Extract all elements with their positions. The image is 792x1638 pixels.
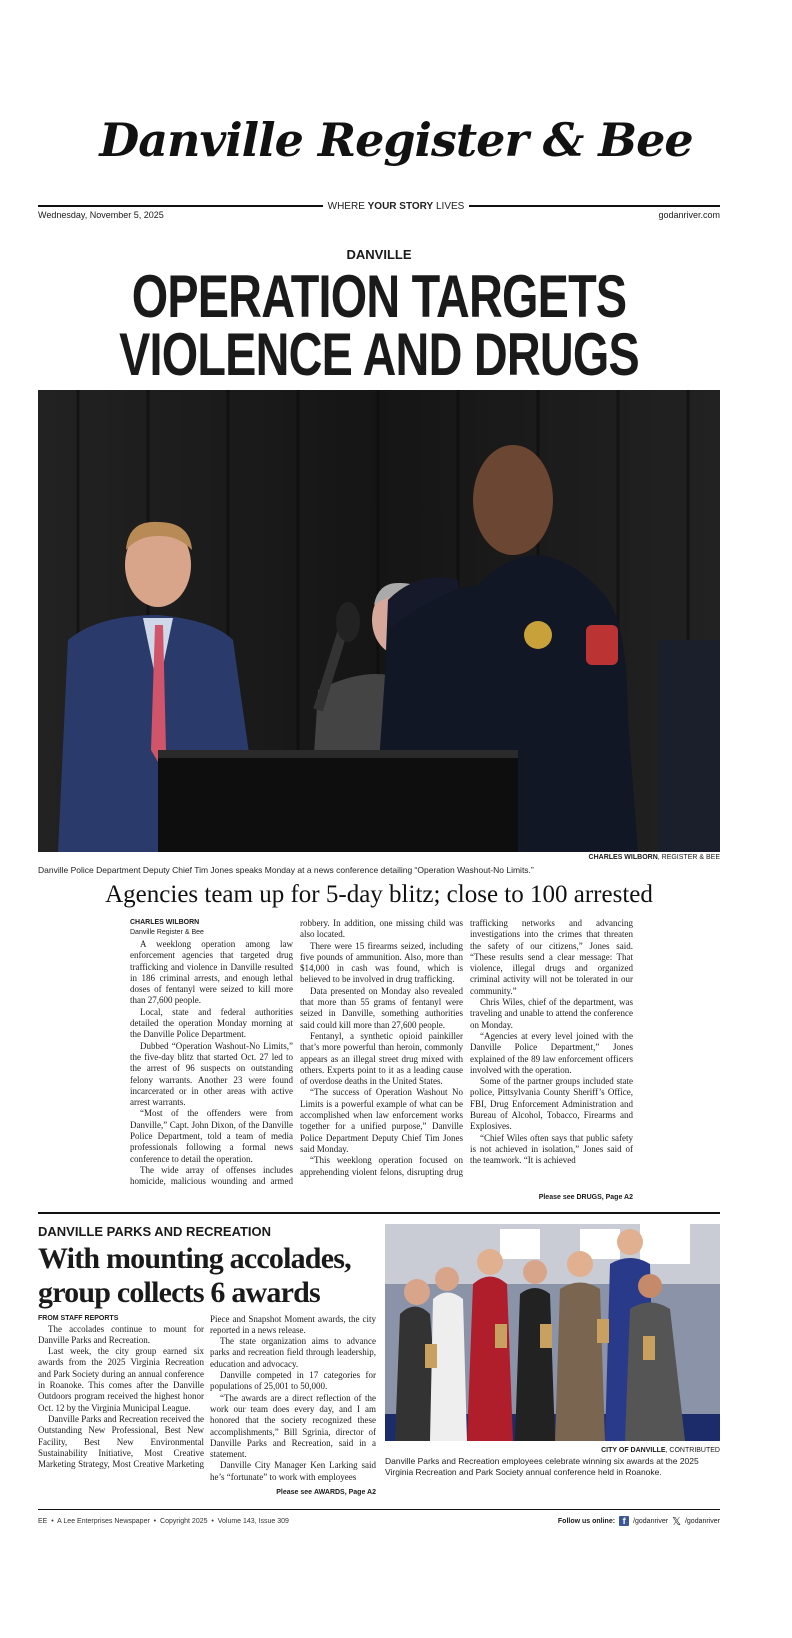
footer-rule — [38, 1509, 720, 1510]
jump-target: AWARDS — [314, 1488, 345, 1496]
lead-photo-caption: Danville Police Department Deputy Chief Tim Jones speaks Monday at a news conference detailing “Operation Washout-No Limits.” — [38, 865, 534, 875]
follow-label: Follow us online: — [557, 1517, 616, 1525]
credit-name: CITY OF DANVILLE — [601, 1446, 666, 1454]
footer — [38, 1515, 720, 1528]
byline-org: Danville Register & Bee — [130, 929, 204, 936]
lead-jump-link[interactable] — [38, 1192, 633, 1204]
second-story-text — [38, 1224, 376, 1499]
awards-photo-caption: Danville Parks and Recreation employees celebrate winning six awards at the 2025 Virginia Recreation and Park Society annual conference held in Roanoke. — [385, 1455, 699, 1477]
lead-paragraphs — [130, 918, 633, 1188]
tagline-post: LIVES — [433, 201, 465, 212]
x-handle[interactable]: /godanriver — [684, 1517, 720, 1525]
tagline-bold: YOUR STORY — [367, 201, 434, 212]
paragraph: Last week, the city group earned six awards from the 2025 Virginia Recreation and Park Society during an annual conference in Roanoke. This comes after the Danville Outdoors program received the highest honor Oct. 12 by the Virginia Municipal League. — [38, 1346, 204, 1413]
second-story-photo-block — [385, 1224, 720, 1478]
credit-org: , REGISTER & BEE — [657, 854, 720, 861]
jump-page: , Page A2 — [344, 1488, 376, 1496]
byline: CHARLES WILBORN — [130, 919, 200, 926]
paragraph: “Most of the offenders were from Danville,” Capt. John Dixon, of the Danville Police Department, told a team of media professionals following a formal news conference to detail the operation. — [130, 1108, 293, 1164]
lead-photo — [38, 390, 720, 852]
paragraph: “Agencies at every level joined with the Danville Police Department,” Jones explained of the 89 law enforcement officers involved with the operation. — [470, 1030, 633, 1075]
paragraph: “This weeklong operation focused on apprehending violent felons, disrupting drug trafficking networks and advancing investigations into the crimes that threaten the safety of our citizens,” Jones said. “These results send a clear message: That violence, illegal drugs and organized criminal activity will not be tolerated in our community.” — [300, 918, 633, 1177]
lead-subheadline: Agencies team up for 5-day blitz; close to 100 arrested — [105, 881, 653, 908]
paragraph: A weeklong operation among law enforcement agencies that targeted drug trafficking and violence in Danville resulted in 186 criminal arrests, and enough lethal doses of fentanyl were seized to kill more than 27,600 people. — [130, 939, 293, 1006]
lower-page — [38, 880, 720, 1528]
awards-photo-credit — [385, 1446, 720, 1456]
second-story — [38, 1224, 720, 1499]
lead-kicker: DANVILLE — [346, 247, 412, 262]
credit-name: CHARLES WILBORN — [588, 854, 658, 861]
paragraph: Fentanyl, a synthetic opioid painkiller that’s more powerful than heroin, commonly appears as an illegal street drug mixed with others. Experts point to it as a leading cause of overdose deaths in the United States. — [300, 1030, 463, 1087]
headline-line-2: VIOLENCE AND DRUGS — [119, 321, 639, 388]
headline-line-1: OPERATION TARGETS — [131, 263, 627, 330]
tagline-pre: WHERE — [327, 201, 368, 212]
masthead-title: Danville Register & Bee — [99, 113, 693, 167]
awards-photo — [385, 1224, 720, 1441]
website-link[interactable]: godanriver.com — [658, 210, 720, 220]
paragraph: “The success of Operation Washout No Limits is a powerful example of what can be accomplished when law enforcement works together for a unified purpose,” Danville Police Department Deputy Chief Tim Jones said Monday. — [300, 1087, 463, 1154]
paragraph: Dubbed “Operation Washout-No Limits,” the five-day blitz that started Oct. 27 led to the arrest of 96 suspects on outstanding felony warrants. Another 23 were found incarcerated or in other areas with active arrest warrants. — [130, 1040, 293, 1108]
lead-headline — [0, 263, 758, 388]
issue-date: Wednesday, November 5, 2025 — [38, 210, 164, 220]
paragraph: “The awards are a direct reflection of the work our team does every day, and I am honored that the society recognized these accomplishments,” Bill Sgrinia, director of Danville Parks and Recreation, said in a statement. — [210, 1392, 376, 1460]
paragraph: Danville competed in 17 categories for populations of 25,001 to 50,000. — [210, 1370, 376, 1392]
paragraph: The wide array of offenses includes homicide, malicious wounding and armed robbery. In addition, one missing child was also located. — [130, 918, 463, 1187]
jump-pre: Please see — [276, 1488, 314, 1496]
social-links — [558, 1515, 720, 1528]
paragraph: Danville City Manager Ken Larking said he’s “fortunate” to work with employees — [210, 1460, 376, 1482]
facebook-icon[interactable]: f — [619, 1516, 629, 1526]
second-byline: FROM STAFF REPORTS — [38, 1314, 119, 1322]
section-divider — [38, 1212, 720, 1214]
x-icon[interactable]: 𝕏 — [672, 1515, 681, 1528]
second-jump-link[interactable] — [38, 1487, 376, 1499]
facebook-handle[interactable]: /godanriver — [633, 1517, 669, 1525]
paragraph: There were 15 firearms seized, including five pounds of ammunition. Also, more than $14,000 in cash was found, which is believed to be involved in drug trafficking. — [300, 940, 463, 985]
jump-pre: Please see — [538, 1193, 577, 1201]
credit-org: , CONTRIBUTED — [665, 1446, 720, 1454]
paragraph: Danville Parks and Recreation received the Outstanding New Professional, Best New Facility, Best New Environmental Sustainability Initiative, Most Creative Marketing Strategy, Most Creative Marketing Piece and Snapshot Moment awards, the city reported in a news release. — [38, 1313, 376, 1470]
footer-info: EE • A Lee Enterprises Newspaper • Copyright 2025 • Volume 143, Issue 309 — [38, 1517, 289, 1525]
lead-article-body — [130, 918, 633, 1188]
second-article-body — [38, 1314, 376, 1483]
second-paragraphs — [38, 1314, 376, 1483]
paragraph: “Chief Wiles often says that public safety is not achieved in isolation,” Jones said of the teamwork. “It is achieved — [470, 1132, 633, 1166]
jump-target: DRUGS — [576, 1193, 602, 1201]
paragraph: Local, state and federal authorities detailed the operation Monday morning at the Danville Police Department. — [130, 1006, 293, 1040]
jump-page: , Page A2 — [601, 1193, 633, 1201]
paragraph: The state organization aims to advance parks and recreation field through leadership, education and advocacy. — [210, 1336, 376, 1369]
second-section-label: DANVILLE PARKS AND RECREATION — [38, 1223, 272, 1239]
paragraph: The accolades continue to mount for Danville Parks and Recreation. — [38, 1323, 204, 1345]
paragraph: Data presented on Monday also revealed that more than 55 grams of fentanyl were seized in Danville, something authorities said could kill more than 27,600 people. — [300, 985, 463, 1030]
paragraph: Some of the partner groups included state police, Pittsylvania County Sheriff’s Office, FBI, Drug Enforcement Administration and Bureau of Alcohol, Tobacco, Firearms and Explosives. — [470, 1076, 633, 1132]
second-headline: With mounting accolades, group collects 6 awards — [38, 1241, 351, 1309]
paragraph: Chris Wiles, chief of the department, was traveling and unable to attend the conference on Monday. — [470, 997, 633, 1030]
lead-photo-credit — [589, 854, 720, 861]
